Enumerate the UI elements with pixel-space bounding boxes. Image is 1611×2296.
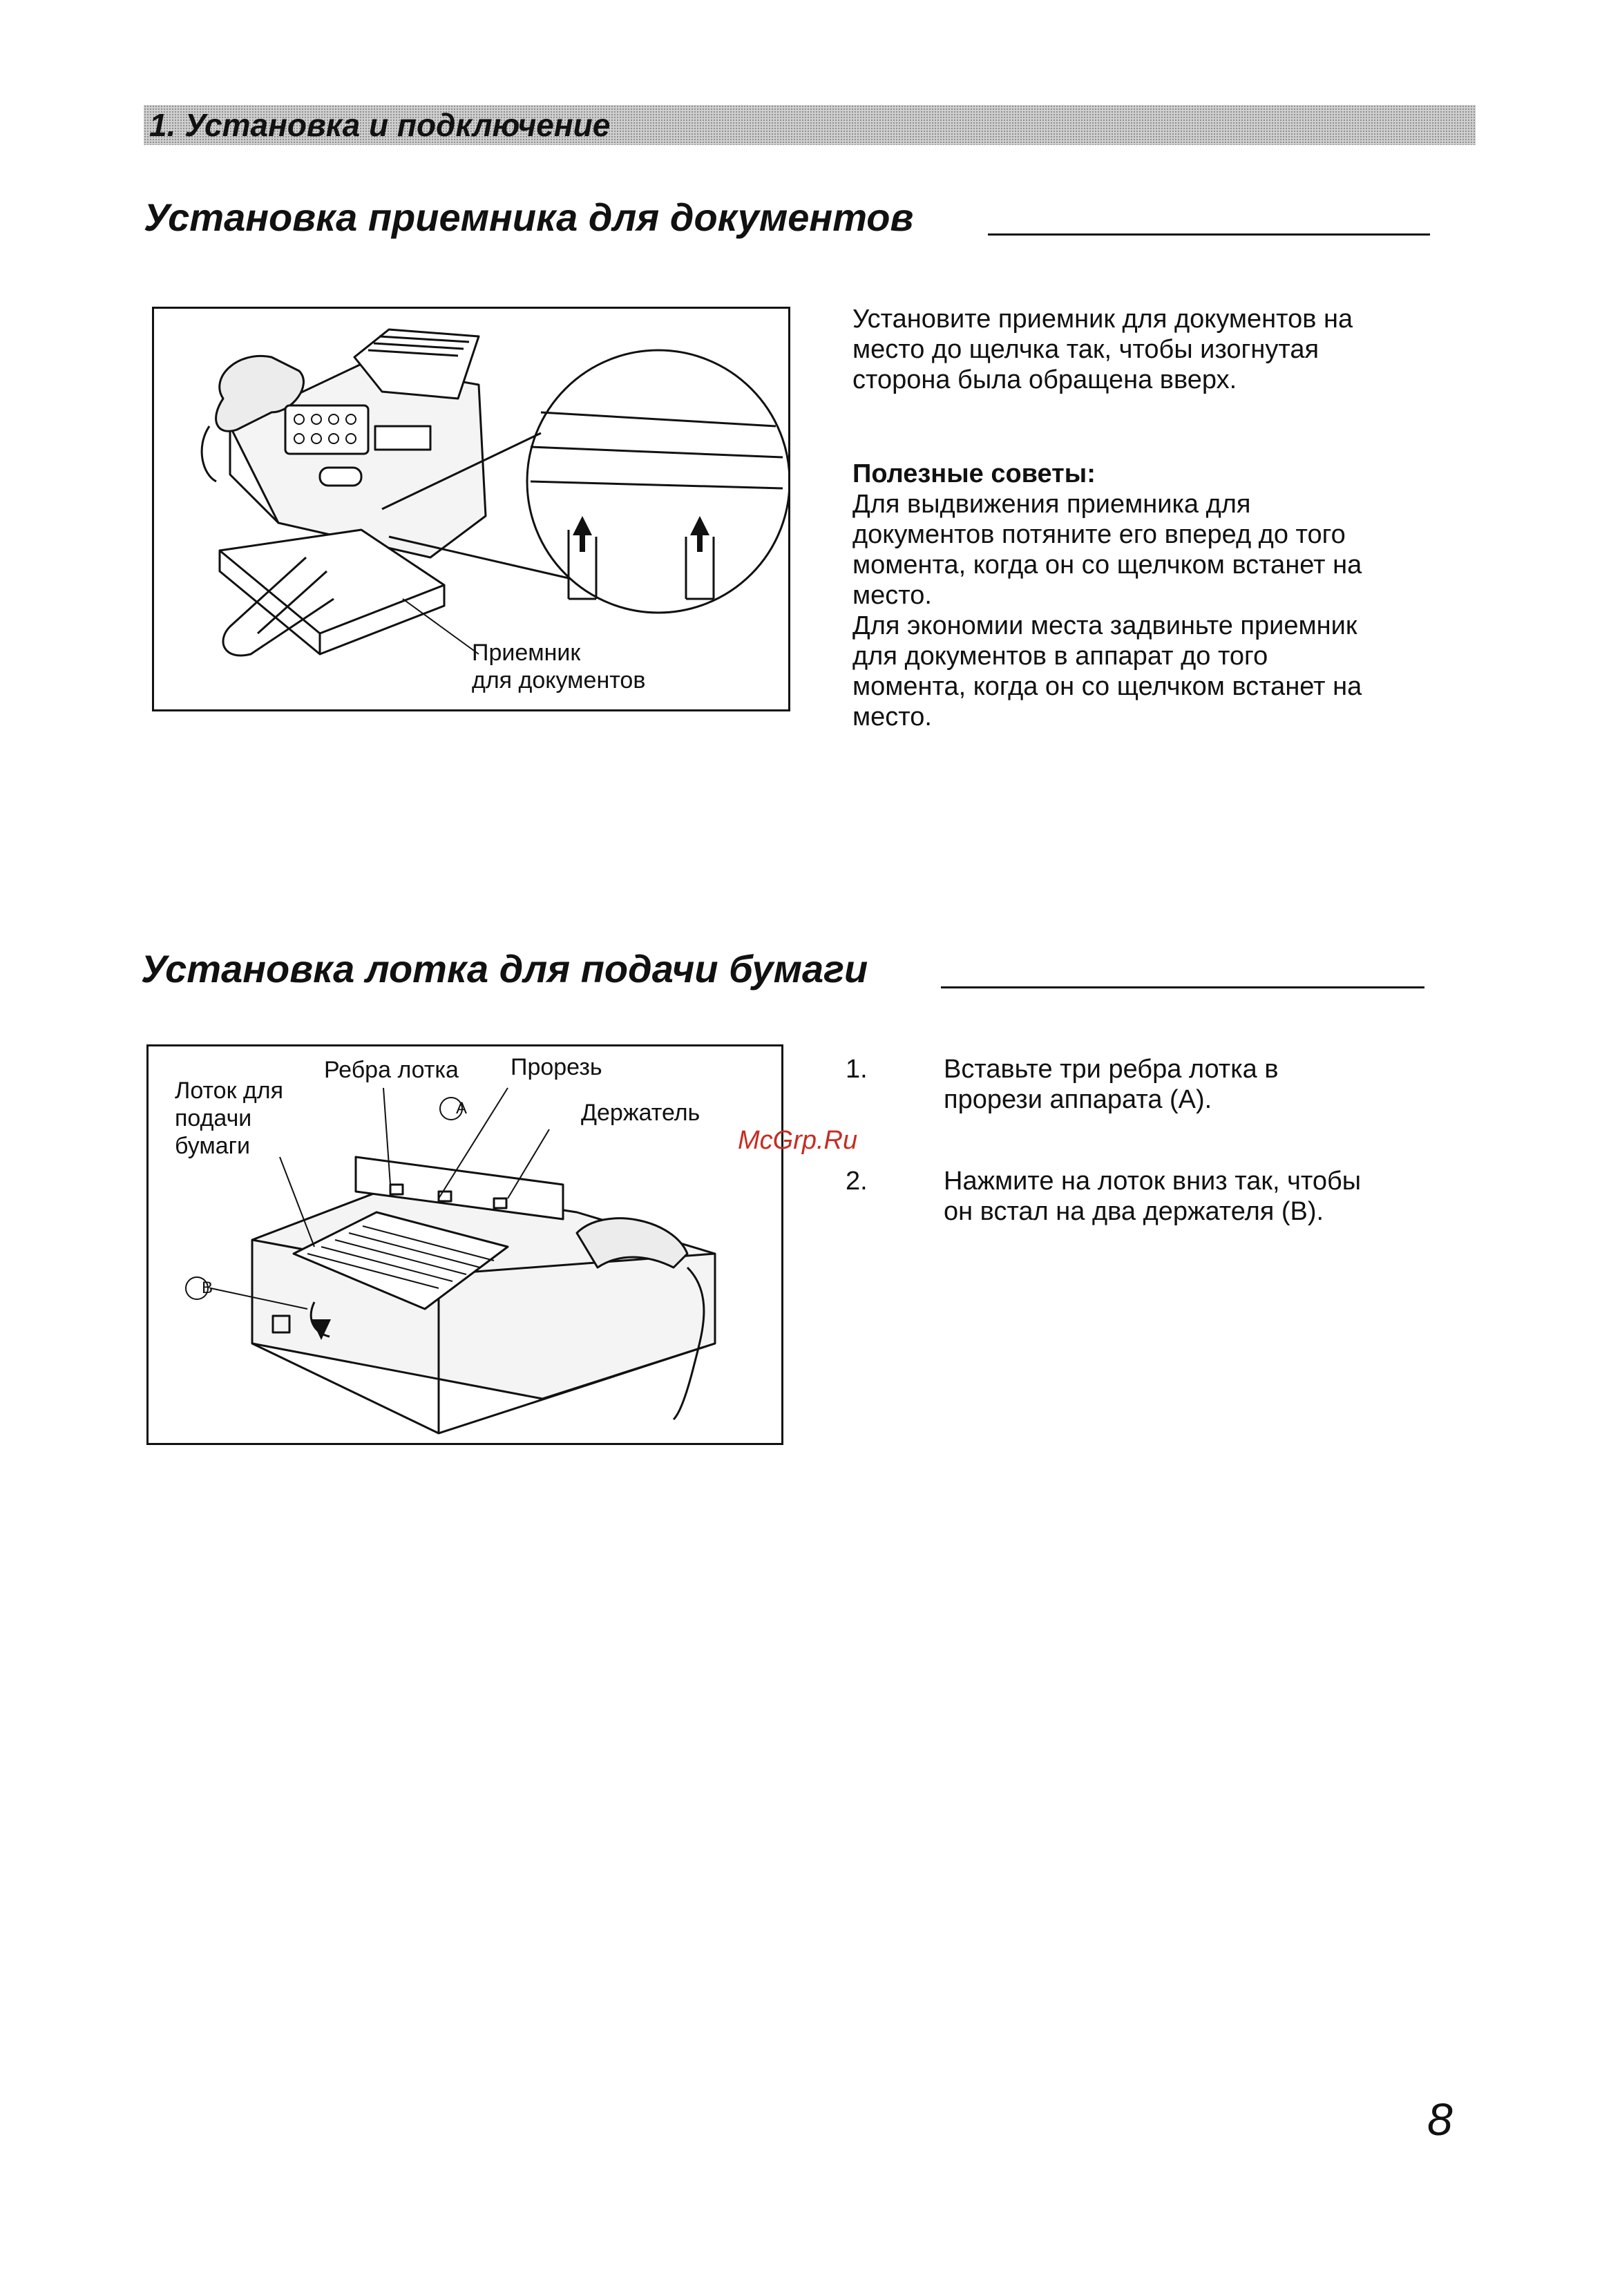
tips-line: Для выдвижения приемника для bbox=[852, 490, 1251, 519]
section2-title-rule bbox=[941, 986, 1424, 988]
receiver-callout-line2: для документов bbox=[472, 667, 646, 693]
marker-b-label: B bbox=[201, 1279, 213, 1297]
chapter-banner bbox=[144, 105, 1476, 145]
section1-tips bbox=[852, 459, 1460, 732]
chapter-title: 1. Установка и подключение bbox=[149, 107, 611, 143]
step-line: он встал на два держателя (B). bbox=[944, 1197, 1324, 1226]
step-1 bbox=[846, 1054, 1481, 1116]
tips-line: документов потяните его вперед до того bbox=[852, 520, 1346, 549]
slot-label: Прорезь bbox=[511, 1054, 602, 1080]
step-line: Нажмите на лоток вниз так, чтобы bbox=[944, 1167, 1362, 1196]
tray-label-line2: подачи bbox=[175, 1105, 252, 1131]
tray-label-line3: бумаги bbox=[175, 1133, 251, 1159]
step-number: 1. bbox=[846, 1055, 868, 1084]
section2-title: Установка лотка для подачи бумаги bbox=[141, 947, 868, 991]
paper-tray-figure bbox=[146, 1044, 783, 1445]
step-2 bbox=[846, 1166, 1481, 1228]
tips-line: момента, когда он со щелчком встанет на bbox=[852, 551, 1362, 580]
tips-line: Для экономии места задвиньте приемник bbox=[852, 611, 1357, 640]
marker-a-label: A bbox=[455, 1099, 467, 1118]
step-text bbox=[944, 1054, 1469, 1115]
page-number: 8 bbox=[1427, 2094, 1453, 2145]
section1-intro-line: Установите приемник для документов на bbox=[852, 305, 1353, 334]
step-number: 2. bbox=[846, 1167, 868, 1196]
tray-label-line1: Лоток для bbox=[175, 1078, 283, 1104]
tips-line: для документов в аппарат до того bbox=[852, 642, 1268, 671]
section1-intro-line: сторона была обращена вверх. bbox=[852, 365, 1237, 394]
step-line: прорези аппарата (A). bbox=[944, 1085, 1212, 1114]
tips-line: место. bbox=[852, 702, 932, 731]
section1-title-rule bbox=[988, 233, 1430, 236]
ribs-label: Ребра лотка bbox=[324, 1057, 459, 1083]
section1-intro-line: место до щелчка так, чтобы изогнутая bbox=[852, 335, 1319, 364]
tips-line: место. bbox=[852, 581, 932, 610]
tips-heading: Полезные советы: bbox=[852, 459, 1096, 488]
section1-intro bbox=[852, 304, 1460, 395]
step-text bbox=[944, 1166, 1469, 1227]
document-receiver-figure bbox=[152, 307, 790, 711]
tips-line: момента, когда он со щелчком встанет на bbox=[852, 672, 1362, 701]
receiver-callout-line1: Приемник bbox=[472, 640, 581, 666]
step-line: Вставьте три ребра лотка в bbox=[944, 1055, 1279, 1084]
holder-label: Держатель bbox=[581, 1100, 700, 1126]
section1-title: Установка приемника для документов bbox=[144, 195, 914, 239]
fax-receiver-illustration bbox=[154, 309, 788, 709]
watermark-text: McGrp.Ru bbox=[738, 1126, 858, 1155]
